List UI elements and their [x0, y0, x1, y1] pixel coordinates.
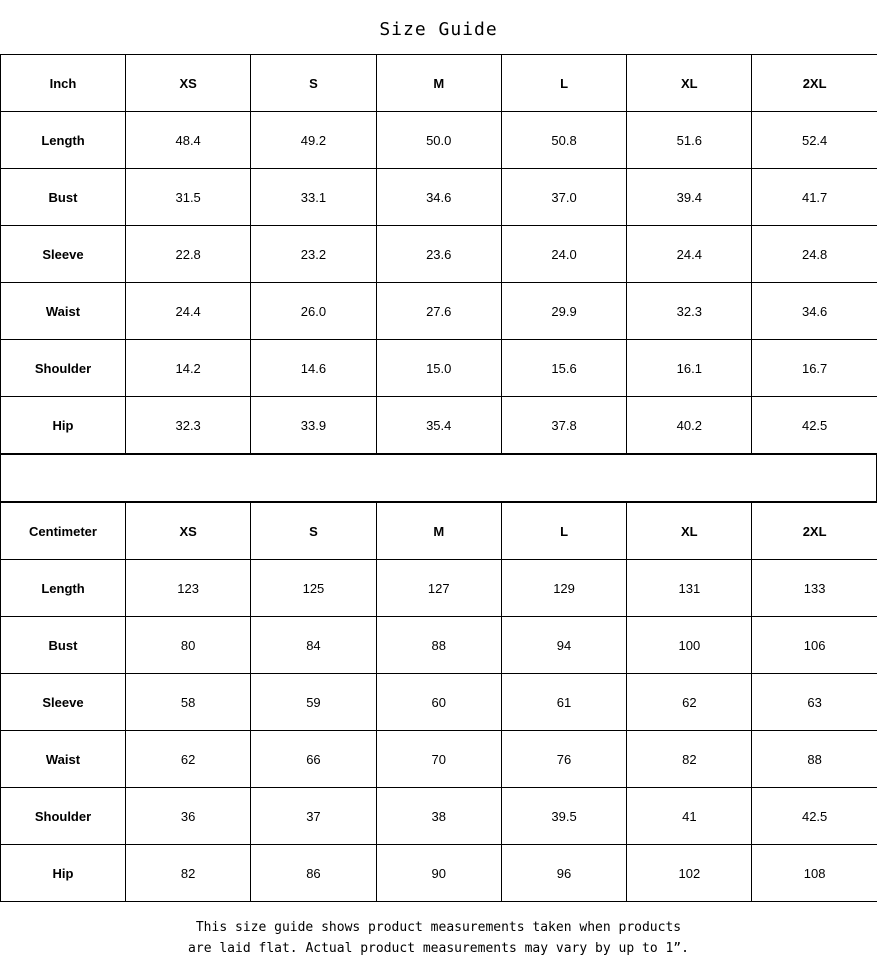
table-header-row	[1, 55, 877, 112]
table-row	[1, 112, 877, 169]
cell-value: 35.4	[376, 397, 501, 454]
size-header-m: M	[376, 503, 501, 560]
cell-value: 50.0	[376, 112, 501, 169]
cell-value: 37.0	[501, 169, 626, 226]
cell-value: 37.8	[501, 397, 626, 454]
cell-value: 76	[501, 731, 626, 788]
cell-value: 40.2	[627, 397, 752, 454]
cell-value: 58	[126, 674, 251, 731]
cell-value: 60	[376, 674, 501, 731]
row-label: Length	[1, 560, 126, 617]
table-row	[1, 674, 877, 731]
cell-value: 106	[752, 617, 877, 674]
cell-value: 127	[376, 560, 501, 617]
cell-value: 88	[752, 731, 877, 788]
table-row	[1, 226, 877, 283]
cell-value: 84	[251, 617, 376, 674]
cell-value: 48.4	[126, 112, 251, 169]
table-header-row	[1, 503, 877, 560]
size-header-s: S	[251, 503, 376, 560]
centimeter-size-table	[0, 502, 877, 902]
page-title: Size Guide	[0, 0, 877, 54]
row-label: Bust	[1, 169, 126, 226]
cell-value: 96	[501, 845, 626, 902]
cell-value: 32.3	[627, 283, 752, 340]
cell-value: 16.1	[627, 340, 752, 397]
table-row	[1, 788, 877, 845]
size-header-m: M	[376, 55, 501, 112]
size-header-l: L	[501, 55, 626, 112]
cell-value: 59	[251, 674, 376, 731]
cell-value: 66	[251, 731, 376, 788]
cell-value: 24.4	[126, 283, 251, 340]
cell-value: 23.6	[376, 226, 501, 283]
row-label: Sleeve	[1, 226, 126, 283]
size-header-xl: XL	[627, 503, 752, 560]
cell-value: 62	[126, 731, 251, 788]
row-label: Waist	[1, 731, 126, 788]
cell-value: 14.2	[126, 340, 251, 397]
cell-value: 129	[501, 560, 626, 617]
cell-value: 125	[251, 560, 376, 617]
cell-value: 90	[376, 845, 501, 902]
cell-value: 34.6	[752, 283, 877, 340]
cell-value: 86	[251, 845, 376, 902]
cell-value: 29.9	[501, 283, 626, 340]
cell-value: 62	[627, 674, 752, 731]
cell-value: 42.5	[752, 397, 877, 454]
cell-value: 108	[752, 845, 877, 902]
disclaimer-line-1: This size guide shows product measurements taken when products	[0, 917, 877, 938]
cell-value: 51.6	[627, 112, 752, 169]
cell-value: 123	[126, 560, 251, 617]
cell-value: 33.1	[251, 169, 376, 226]
cell-value: 63	[752, 674, 877, 731]
cell-value: 82	[126, 845, 251, 902]
table-row	[1, 169, 877, 226]
disclaimer-note	[0, 902, 877, 959]
table-row	[1, 283, 877, 340]
cell-value: 41	[627, 788, 752, 845]
cell-value: 24.0	[501, 226, 626, 283]
cell-value: 24.8	[752, 226, 877, 283]
cell-value: 32.3	[126, 397, 251, 454]
size-header-s: S	[251, 55, 376, 112]
cell-value: 24.4	[627, 226, 752, 283]
cell-value: 88	[376, 617, 501, 674]
cell-value: 27.6	[376, 283, 501, 340]
cell-value: 133	[752, 560, 877, 617]
size-header-l: L	[501, 503, 626, 560]
cell-value: 31.5	[126, 169, 251, 226]
cell-value: 100	[627, 617, 752, 674]
row-label: Bust	[1, 617, 126, 674]
table-row	[1, 560, 877, 617]
cell-value: 39.5	[501, 788, 626, 845]
row-label: Hip	[1, 845, 126, 902]
row-label: Sleeve	[1, 674, 126, 731]
row-label: Shoulder	[1, 340, 126, 397]
table-row	[1, 731, 877, 788]
cell-value: 36	[126, 788, 251, 845]
cell-value: 41.7	[752, 169, 877, 226]
disclaimer-line-2: are laid flat. Actual product measurements may vary by up to 1”.	[0, 938, 877, 959]
cell-value: 50.8	[501, 112, 626, 169]
table-row	[1, 845, 877, 902]
table-row	[1, 397, 877, 454]
cell-value: 80	[126, 617, 251, 674]
cell-value: 22.8	[126, 226, 251, 283]
row-label: Waist	[1, 283, 126, 340]
row-label: Hip	[1, 397, 126, 454]
cell-value: 42.5	[752, 788, 877, 845]
cell-value: 15.0	[376, 340, 501, 397]
cell-value: 39.4	[627, 169, 752, 226]
table-row	[1, 617, 877, 674]
size-header-xs: XS	[126, 503, 251, 560]
unit-header-centimeter: Centimeter	[1, 503, 126, 560]
cell-value: 15.6	[501, 340, 626, 397]
size-header-xl: XL	[627, 55, 752, 112]
cell-value: 52.4	[752, 112, 877, 169]
cell-value: 16.7	[752, 340, 877, 397]
cell-value: 38	[376, 788, 501, 845]
cell-value: 37	[251, 788, 376, 845]
cell-value: 14.6	[251, 340, 376, 397]
cell-value: 82	[627, 731, 752, 788]
cell-value: 61	[501, 674, 626, 731]
unit-header-inch: Inch	[1, 55, 126, 112]
cell-value: 94	[501, 617, 626, 674]
cell-value: 23.2	[251, 226, 376, 283]
size-header-2xl: 2XL	[752, 55, 877, 112]
cell-value: 102	[627, 845, 752, 902]
table-separator	[0, 454, 877, 502]
inch-size-table	[0, 54, 877, 454]
cell-value: 49.2	[251, 112, 376, 169]
size-header-xs: XS	[126, 55, 251, 112]
size-header-2xl: 2XL	[752, 503, 877, 560]
cell-value: 70	[376, 731, 501, 788]
table-row	[1, 340, 877, 397]
cell-value: 34.6	[376, 169, 501, 226]
cell-value: 33.9	[251, 397, 376, 454]
row-label: Length	[1, 112, 126, 169]
cell-value: 131	[627, 560, 752, 617]
cell-value: 26.0	[251, 283, 376, 340]
row-label: Shoulder	[1, 788, 126, 845]
